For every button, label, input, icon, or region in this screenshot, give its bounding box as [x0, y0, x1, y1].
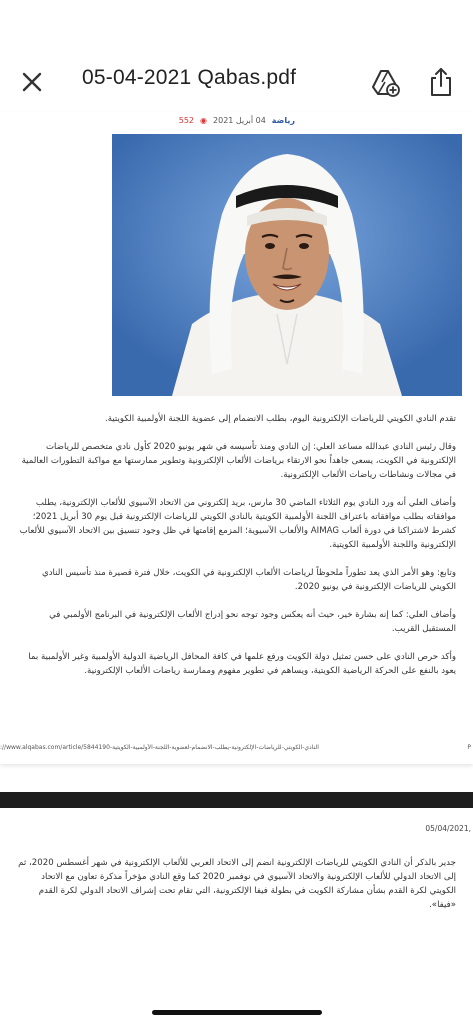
pdf-viewer-toolbar	[0, 0, 473, 112]
footer-url: ://www.alqabas.com/article/5844190-النادي-الكويتي-للرياضات-الإلكترونية-يطلب-الانضمام-لعضوية-اللجنة-الأولمبية-الكويتية	[0, 744, 319, 751]
add-to-drive-button[interactable]	[370, 66, 400, 98]
article-paragraph: تقدم النادي الكويتي للرياضات الإلكترونية اليوم، بطلب الانضمام إلى عضوية اللجنة الأولمبية الكويتية.	[104, 414, 456, 424]
section-label: رياضة	[271, 116, 295, 125]
article-photo	[112, 134, 462, 396]
views-count: 552	[178, 116, 195, 125]
page-footer	[0, 744, 473, 751]
article-meta	[179, 116, 295, 125]
share-icon	[428, 66, 454, 98]
article-paragraph: وتابع: وهو الأمر الذي يعد تطوراً ملحوظاً لرياضات الألعاب الإلكترونية في الكويت، خلال فترة قصيرة منذ تأسيس النادي الكويتي للرياضات الإلكترونية في يونيو 2020.	[41, 568, 456, 592]
close-button[interactable]	[18, 68, 46, 96]
article-paragraph: وقال رئيس النادي عبدالله مساعد العلي: إن النادي ومنذ تأسيسه في شهر يونيو 2020 كأول نادي متخصص للرياضات الإلكترونية في الكويت، يسعى جاهداً نحو الارتقاء برياضات الألعاب الإلكترونية وتطوير ممارستها مع مواكبة التطورات العالمية في مجالات ونشاطات رياضات الألعاب الإلكترونية.	[21, 442, 456, 480]
pdf-page-2[interactable]	[0, 808, 473, 1024]
home-indicator[interactable]	[152, 1010, 322, 1015]
article-paragraph: وأضاف العلي: كما إنه بشارة خير، حيث أنه يعكس وجود توجه نحو إدراج الألعاب الإلكترونية في البرنامج الأولمبي في المستقبل القريب.	[49, 610, 456, 634]
article-body	[18, 412, 456, 692]
add-to-drive-icon	[370, 66, 400, 98]
footer-page-marker: P	[467, 744, 471, 751]
article-date: 04 أبريل 2021	[213, 116, 266, 125]
close-icon	[18, 68, 46, 96]
article-paragraph: جدير بالذكر أن النادي الكويتي للرياضات الإلكترونية انضم إلى الاتحاد العربي للألعاب الإلكترونية في شهر أغسطس 2020، ثم إلى الاتحاد الدولي للألعاب الإلكترونية والاتحاد الآسيوي في نوفمبر 2020 كما وقع النادي مؤخراً مذكرة تعاون مع الاتحاد الكويتي لكرة القدم بشأن مشاركة الكويت في بطولة فيفا الإلكترونية، التي تقام تحت إشراف الاتحاد الدولي لكرة القدم «فيفا».	[18, 858, 456, 910]
pdf-page-1[interactable]	[0, 112, 473, 764]
article-paragraph: وأضاف العلي أنه ورد النادي يوم الثلاثاء الماضي 30 مارس، بريد إلكتروني من الاتحاد الآسيوي للألعاب الإلكترونية، يطلب موافقاته بطلب موافقاته باعتراف اللجنة الأولمبية الكويتية بالنادي الكويتي للرياضات الإلكترونية قبل يوم 30 أبريل 2021؛ كشرط لاشتراكنا في دورة ألعاب AIMAG والألعاب الآسيوية؛ المزمع إقامتها في ظل وجود تنسيق بين الاتحاد الآسيوي للألعاب الإلكترونية واللجنة الأولمبية الكويتية.	[19, 498, 456, 550]
document-title: 05-04-2021 Qabas.pdf	[82, 66, 297, 89]
share-button[interactable]	[428, 66, 454, 98]
article-paragraph: وأكد حرص النادي على حسن تمثيل دولة الكويت ورفع علمها في كافة المحافل الرياضية الدولية الأولمبية وغير الأولمبية بما يعود بالنفع على الحركة الرياضية الكويتية، ويساهم في تطوير مفهوم وممارسة رياضات الألعاب الإلكترونية.	[28, 652, 456, 676]
page-separator	[0, 792, 473, 808]
page-header-date: 05/04/2021,	[425, 824, 471, 833]
views-icon: ◉	[200, 116, 208, 125]
